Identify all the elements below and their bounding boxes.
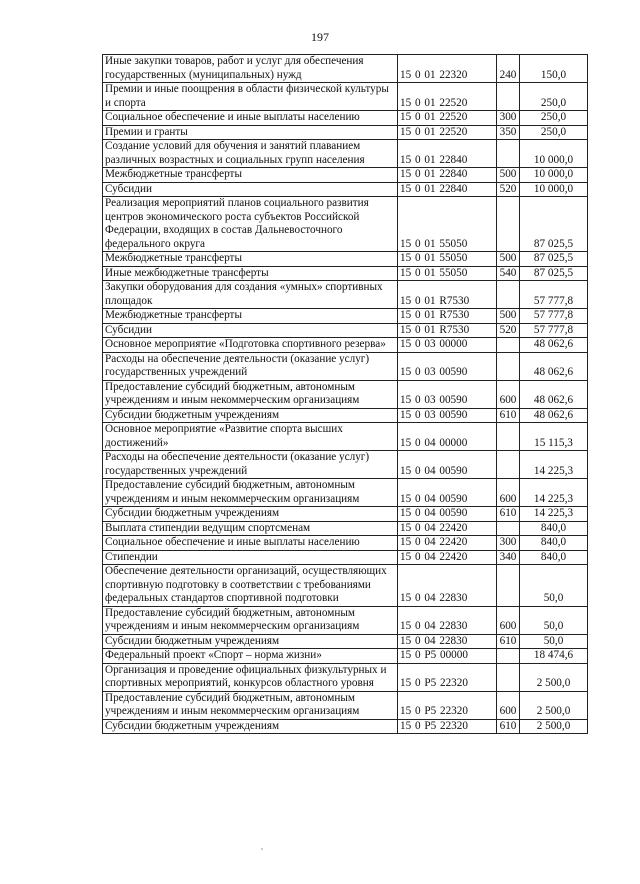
row-name: Предоставление субсидий бюджетным, автономным учреждениям и иным некоммерческим организациям (103, 606, 398, 634)
row-name: Субсидии бюджетным учреждениям (103, 634, 398, 649)
table-row (103, 719, 588, 734)
row-expense-type: 520 (497, 182, 520, 197)
row-name: Предоставление субсидий бюджетным, автономным учреждениям и иным некоммерческим организациям (103, 691, 398, 719)
row-name: Премии и иные поощрения в области физической культуры и спорта (103, 83, 398, 111)
row-code: 15 0 P5 22320 (398, 719, 497, 734)
row-name: Межбюджетные трансферты (103, 168, 398, 183)
row-code: 15 0 04 22830 (398, 634, 497, 649)
table-row (103, 125, 588, 140)
row-expense-type (497, 83, 520, 111)
row-amount: 57 777,8 (520, 281, 588, 309)
row-code: 15 0 01 R7530 (398, 309, 497, 324)
row-code: 15 0 04 00590 (398, 479, 497, 507)
row-code: 15 0 03 00590 (398, 380, 497, 408)
row-amount: 48 062,6 (520, 338, 588, 353)
row-code: 15 0 01 22320 (398, 55, 497, 83)
row-amount: 14 225,3 (520, 479, 588, 507)
row-name: Организация и проведение официальных физкультурных и спортивных мероприятий, конкурсов областного уровня (103, 663, 398, 691)
row-name: Обеспечение деятельности организаций, осуществляющих спортивную подготовку в соответствии с требованиями федеральных стандартов спортивной подготовки (103, 565, 398, 607)
row-amount: 150,0 (520, 55, 588, 83)
row-expense-type (497, 521, 520, 536)
row-name: Создание условий для обучения и занятий плаванием различных возрастных и социальных групп населения (103, 140, 398, 168)
row-expense-type: 340 (497, 550, 520, 565)
table-row (103, 649, 588, 664)
row-expense-type: 610 (497, 408, 520, 423)
row-name: Расходы на обеспечение деятельности (оказание услуг) государственных учреждений (103, 451, 398, 479)
row-expense-type (497, 338, 520, 353)
row-expense-type: 600 (497, 691, 520, 719)
row-name: Основное мероприятие «Подготовка спортивного резерва» (103, 338, 398, 353)
table-row (103, 182, 588, 197)
row-amount: 48 062,6 (520, 380, 588, 408)
row-name: Расходы на обеспечение деятельности (оказание услуг) государственных учреждений (103, 352, 398, 380)
row-amount: 48 062,6 (520, 352, 588, 380)
row-code: 15 0 01 22520 (398, 83, 497, 111)
table-row (103, 281, 588, 309)
row-amount: 87 025,5 (520, 266, 588, 281)
table-row (103, 521, 588, 536)
row-code: 15 0 04 00590 (398, 451, 497, 479)
row-amount: 15 115,3 (520, 423, 588, 451)
row-name: Премии и гранты (103, 125, 398, 140)
row-name: Федеральный проект «Спорт – норма жизни» (103, 649, 398, 664)
row-code: 15 0 04 22830 (398, 565, 497, 607)
row-code: 15 0 01 22520 (398, 125, 497, 140)
row-amount: 50,0 (520, 565, 588, 607)
row-code: 15 0 01 22520 (398, 111, 497, 126)
table-row (103, 140, 588, 168)
row-code: 15 0 01 22840 (398, 168, 497, 183)
page-number: 197 (311, 30, 329, 44)
table-row (103, 663, 588, 691)
budget-table (102, 54, 588, 734)
row-name: Иные межбюджетные трансферты (103, 266, 398, 281)
row-expense-type (497, 281, 520, 309)
row-code: 15 0 01 55050 (398, 266, 497, 281)
row-code: 15 0 01 55050 (398, 197, 497, 252)
table-row (103, 168, 588, 183)
row-name: Субсидии бюджетным учреждениям (103, 408, 398, 423)
row-expense-type: 610 (497, 719, 520, 734)
row-name: Социальное обеспечение и иные выплаты населению (103, 536, 398, 551)
row-name: Субсидии (103, 323, 398, 338)
table-row (103, 408, 588, 423)
row-amount: 57 777,8 (520, 309, 588, 324)
row-name: Реализация мероприятий планов социального развития центров экономического роста субъектов Российской Федерации, входящих в состав Дальневосточного федерального округа (103, 197, 398, 252)
row-name: Стипендии (103, 550, 398, 565)
row-amount: 50,0 (520, 634, 588, 649)
row-code: 15 0 04 22420 (398, 550, 497, 565)
row-code: 15 0 04 22830 (398, 606, 497, 634)
table-row (103, 550, 588, 565)
table-row (103, 252, 588, 267)
row-name: Субсидии (103, 182, 398, 197)
row-code: 15 0 04 22420 (398, 536, 497, 551)
row-name: Выплата стипендии ведущим спортсменам (103, 521, 398, 536)
table-row (103, 55, 588, 83)
row-expense-type (497, 197, 520, 252)
row-expense-type: 600 (497, 380, 520, 408)
table-row (103, 309, 588, 324)
row-name: Предоставление субсидий бюджетным, автономным учреждениям и иным некоммерческим организациям (103, 479, 398, 507)
row-expense-type: 610 (497, 634, 520, 649)
row-code: 15 0 04 22420 (398, 521, 497, 536)
table-row (103, 380, 588, 408)
row-code: 15 0 01 22840 (398, 140, 497, 168)
row-expense-type: 520 (497, 323, 520, 338)
row-name: Социальное обеспечение и иные выплаты населению (103, 111, 398, 126)
row-expense-type (497, 451, 520, 479)
table-row (103, 323, 588, 338)
row-code: 15 0 04 00000 (398, 423, 497, 451)
row-amount: 250,0 (520, 111, 588, 126)
row-expense-type (497, 140, 520, 168)
row-name: Иные закупки товаров, работ и услуг для обеспечения государственных (муниципальных) нужд (103, 55, 398, 83)
table-row (103, 352, 588, 380)
row-expense-type: 500 (497, 168, 520, 183)
row-expense-type: 350 (497, 125, 520, 140)
row-name: Межбюджетные трансферты (103, 252, 398, 267)
row-expense-type: 240 (497, 55, 520, 83)
table-row (103, 565, 588, 607)
table-row (103, 338, 588, 353)
budget-table-body (103, 55, 588, 734)
row-code: 15 0 P5 00000 (398, 649, 497, 664)
table-row (103, 634, 588, 649)
table-row (103, 536, 588, 551)
row-amount: 48 062,6 (520, 408, 588, 423)
row-expense-type (497, 663, 520, 691)
row-expense-type: 300 (497, 536, 520, 551)
row-name: Субсидии бюджетным учреждениям (103, 719, 398, 734)
row-amount: 10 000,0 (520, 140, 588, 168)
row-code: 15 0 03 00590 (398, 408, 497, 423)
row-amount: 840,0 (520, 536, 588, 551)
row-name: Межбюджетные трансферты (103, 309, 398, 324)
row-amount: 57 777,8 (520, 323, 588, 338)
row-code: 15 0 03 00590 (398, 352, 497, 380)
scan-speck (261, 848, 263, 850)
row-amount: 250,0 (520, 125, 588, 140)
row-amount: 87 025,5 (520, 197, 588, 252)
row-amount: 10 000,0 (520, 182, 588, 197)
row-code: 15 0 01 22840 (398, 182, 497, 197)
row-expense-type: 300 (497, 111, 520, 126)
row-code: 15 0 P5 22320 (398, 663, 497, 691)
row-amount: 2 500,0 (520, 691, 588, 719)
row-amount: 18 474,6 (520, 649, 588, 664)
row-amount: 50,0 (520, 606, 588, 634)
row-name: Субсидии бюджетным учреждениям (103, 507, 398, 522)
row-amount: 2 500,0 (520, 719, 588, 734)
row-amount: 250,0 (520, 83, 588, 111)
table-row (103, 479, 588, 507)
row-name: Закупки оборудования для создания «умных» спортивных площадок (103, 281, 398, 309)
row-expense-type: 500 (497, 309, 520, 324)
row-expense-type (497, 649, 520, 664)
table-row (103, 266, 588, 281)
table-row (103, 83, 588, 111)
row-name: Основное мероприятие «Развитие спорта высших достижений» (103, 423, 398, 451)
row-amount: 840,0 (520, 521, 588, 536)
row-amount: 2 500,0 (520, 663, 588, 691)
row-code: 15 0 01 55050 (398, 252, 497, 267)
table-row (103, 606, 588, 634)
row-amount: 14 225,3 (520, 507, 588, 522)
table-row (103, 507, 588, 522)
row-amount: 14 225,3 (520, 451, 588, 479)
row-code: 15 0 04 00590 (398, 507, 497, 522)
table-row (103, 423, 588, 451)
row-expense-type: 600 (497, 606, 520, 634)
row-expense-type: 600 (497, 479, 520, 507)
row-code: 15 0 01 R7530 (398, 281, 497, 309)
table-row (103, 111, 588, 126)
row-expense-type: 610 (497, 507, 520, 522)
row-name: Предоставление субсидий бюджетным, автономным учреждениям и иным некоммерческим организациям (103, 380, 398, 408)
row-amount: 87 025,5 (520, 252, 588, 267)
row-expense-type: 500 (497, 252, 520, 267)
row-expense-type (497, 423, 520, 451)
row-expense-type (497, 352, 520, 380)
row-code: 15 0 P5 22320 (398, 691, 497, 719)
row-expense-type (497, 565, 520, 607)
row-amount: 840,0 (520, 550, 588, 565)
row-code: 15 0 01 R7530 (398, 323, 497, 338)
table-row (103, 691, 588, 719)
row-expense-type: 540 (497, 266, 520, 281)
row-code: 15 0 03 00000 (398, 338, 497, 353)
table-row (103, 197, 588, 252)
table-row (103, 451, 588, 479)
row-amount: 10 000,0 (520, 168, 588, 183)
